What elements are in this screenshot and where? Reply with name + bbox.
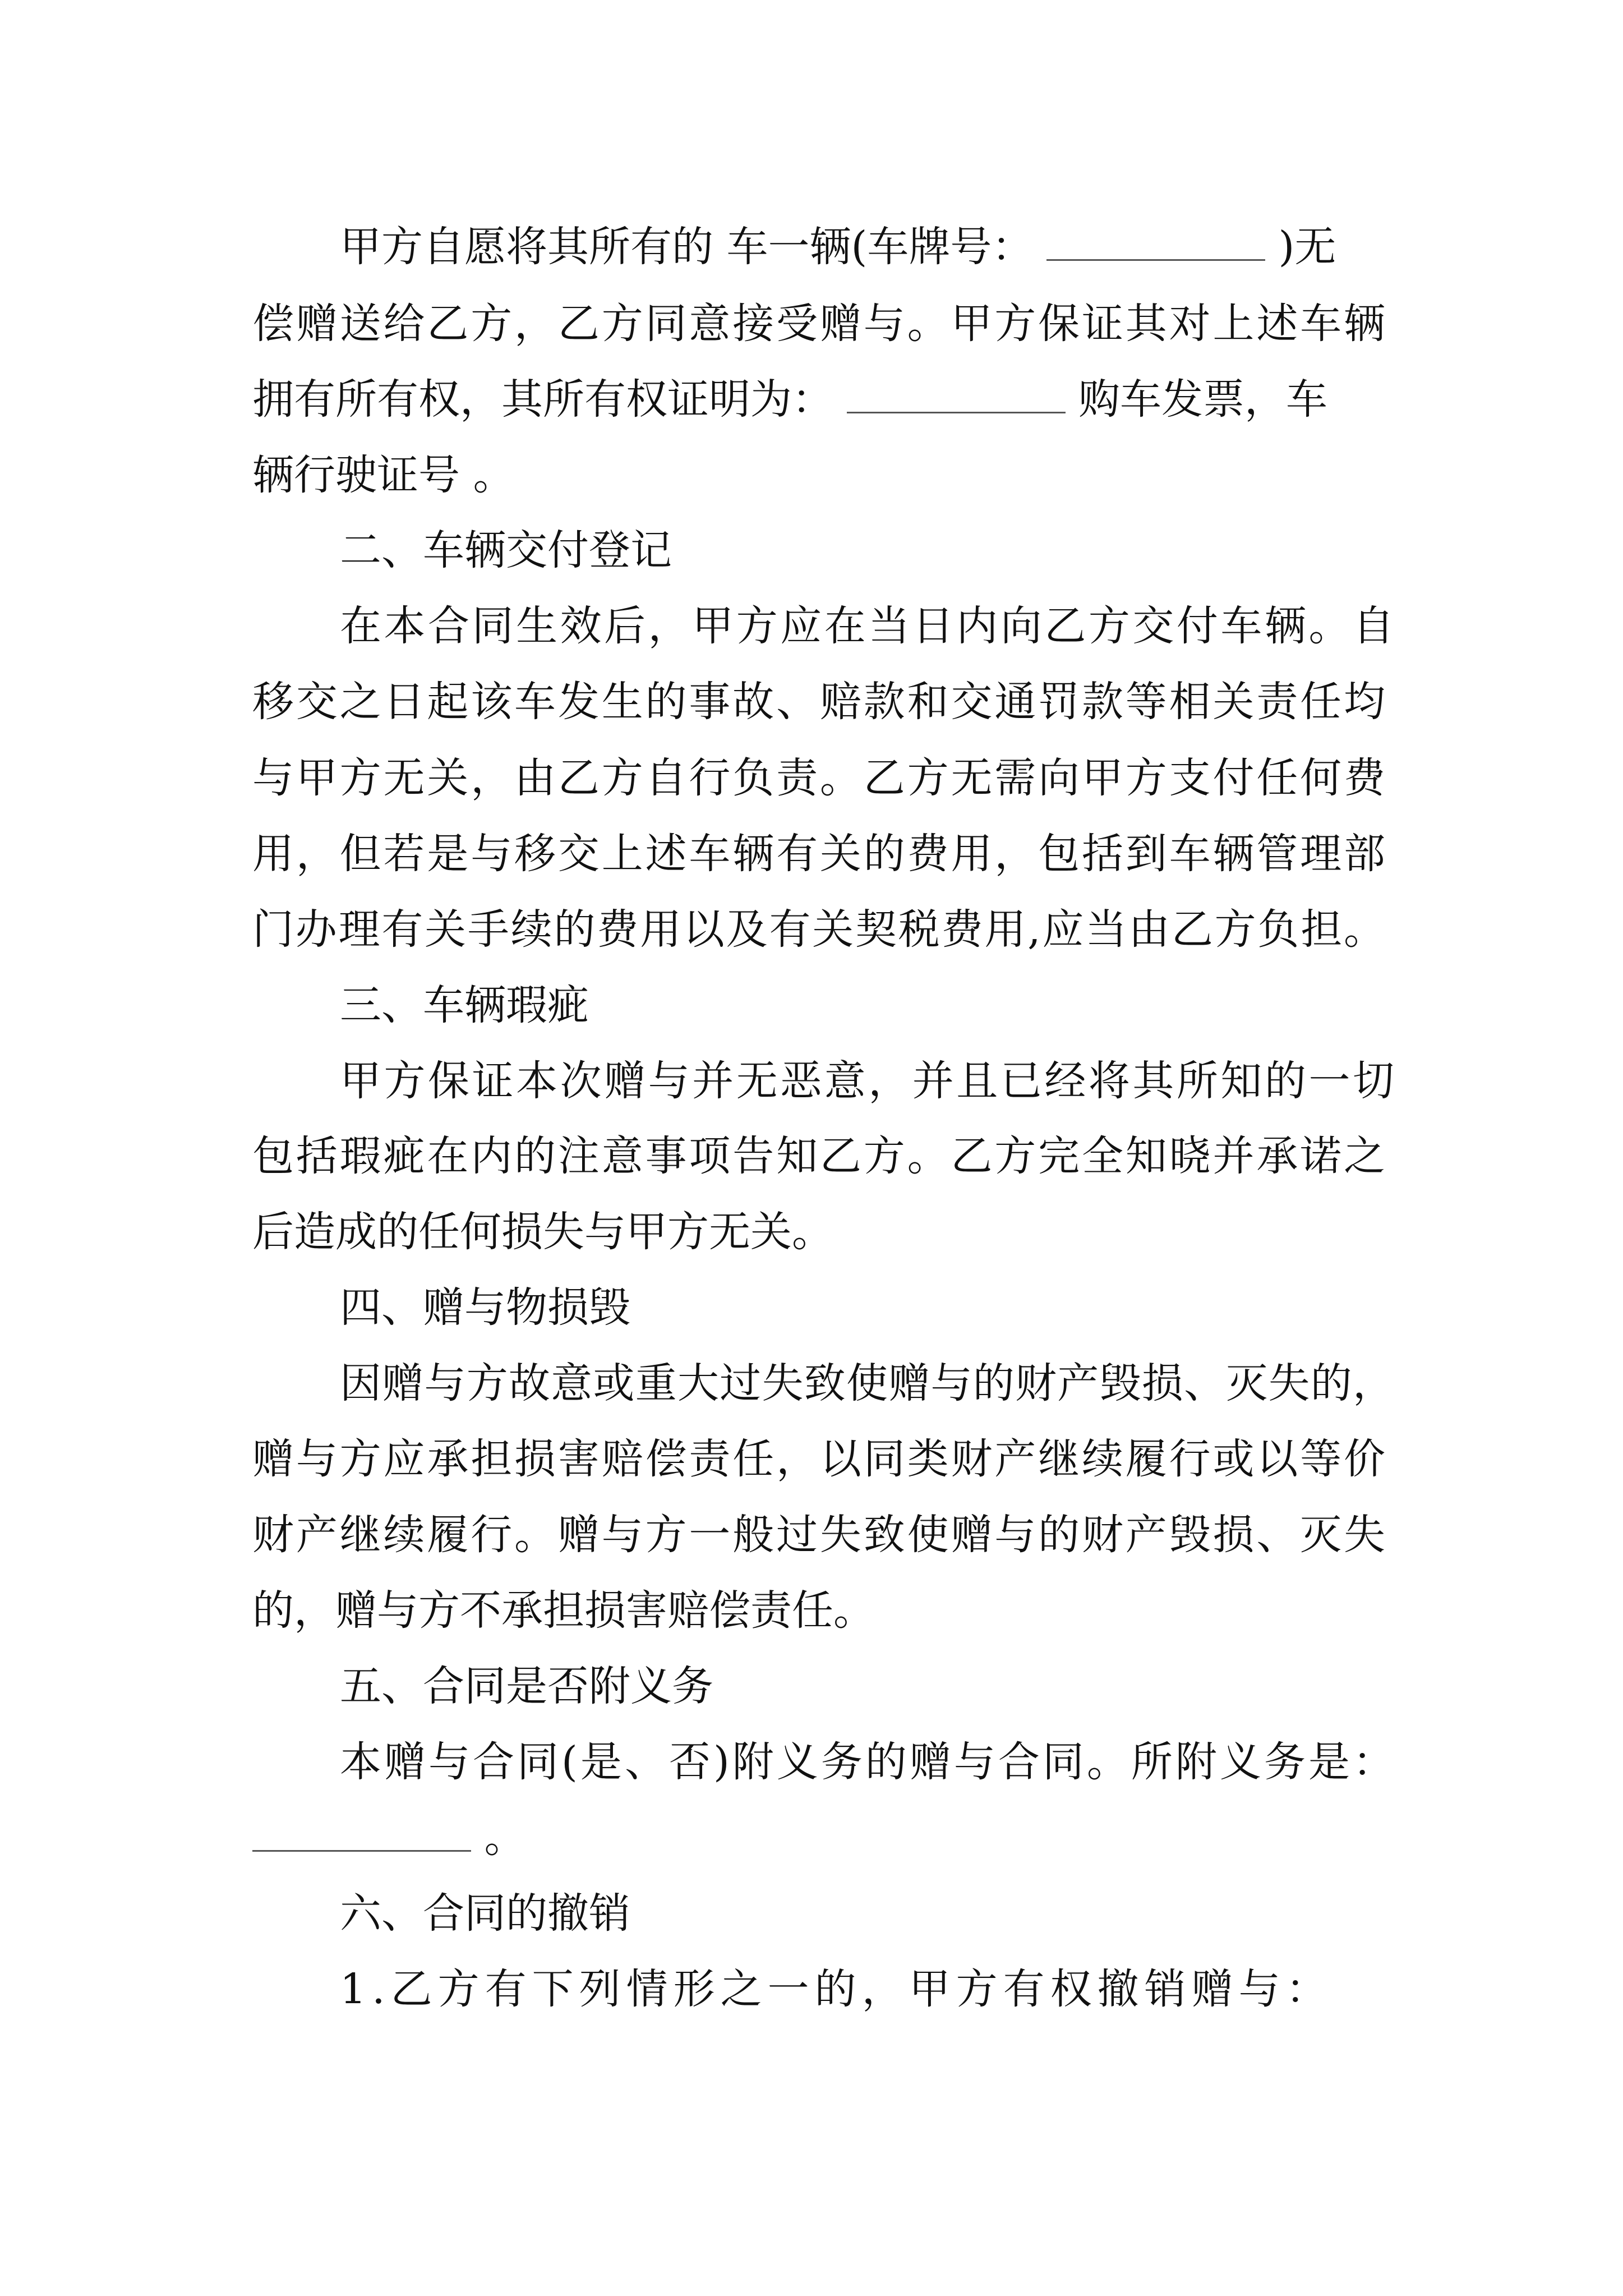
section-2-line-5: 门办理有关手续的费用以及有关契税费用,应当由乙方负担。 — [252, 905, 1385, 954]
section-6-item-1: 1.乙方有下列情形之一的，甲方有权撤销赠与： — [340, 1965, 1333, 2013]
section-3-line-2: 包括瑕疵在内的注意事项告知乙方。乙方完全知晓并承诺之 — [252, 1132, 1385, 1180]
section-4-line-4: 的，赠与方不承担损害赔偿责任。 — [252, 1586, 875, 1635]
paragraph-1-line-1 — [340, 216, 1394, 278]
section-2-line-2: 移交之日起该车发生的事故、赔款和交通罚款等相关责任均 — [252, 678, 1385, 726]
section-5-heading: 五、合同是否附义务 — [340, 1662, 713, 1710]
section-3-heading: 三、车辆瑕疵 — [340, 981, 589, 1029]
section-4-line-2: 赠与方应承担损害赔偿责任，以同类财产继续履行或以等价 — [252, 1435, 1385, 1483]
section-2-line-3: 与甲方无关，由乙方自行负责。乙方无需向甲方支付任何费 — [252, 754, 1385, 802]
section-5-line-1: 本赠与合同(是、否)附义务的赠与合同。所附义务是： — [340, 1738, 1394, 1786]
paragraph-1-text-a: 甲方自愿将其所有的 车一辆(车牌号： — [340, 223, 1034, 271]
paragraph-1-line-2: 偿赠送给乙方，乙方同意接受赠与。甲方保证其对上述车辆 — [252, 300, 1385, 348]
ownership-proof-blank — [847, 372, 1066, 413]
obligation-blank — [252, 1811, 471, 1852]
paragraph-1-text-d: 购车发票，车 — [1078, 375, 1328, 424]
paragraph-1-text-c: 拥有所有权，其所有权证明为： — [252, 375, 833, 424]
section-6-heading: 六、合同的撤销 — [340, 1889, 630, 1938]
section-2-heading: 二、车辆交付登记 — [340, 526, 672, 574]
section-5-line-2-end: 。 — [484, 1814, 526, 1862]
section-2-line-1: 在本合同生效后，甲方应在当日内向乙方交付车辆。自 — [340, 602, 1394, 650]
section-4-line-3: 财产继续履行。赠与方一般过失致使赠与的财产毁损、灭失 — [252, 1511, 1385, 1559]
paragraph-1-text-b: )无 — [1278, 223, 1336, 271]
plate-number-blank — [1046, 220, 1265, 261]
section-2-line-4: 用，但若是与移交上述车辆有关的费用，包括到车辆管理部 — [252, 830, 1385, 878]
section-3-line-1: 甲方保证本次赠与并无恶意，并且已经将其所知的一切 — [340, 1057, 1394, 1105]
section-4-line-1: 因赠与方故意或重大过失致使赠与的财产毁损、灭失的， — [340, 1359, 1394, 1407]
paragraph-1-line-3 — [252, 369, 1385, 430]
paragraph-1-line-4: 辆行驶证号 。 — [252, 451, 515, 499]
section-3-line-3: 后造成的任何损失与甲方无关。 — [252, 1208, 833, 1256]
section-5-line-2 — [252, 1807, 1385, 1869]
section-4-heading: 四、赠与物损毁 — [340, 1283, 630, 1332]
